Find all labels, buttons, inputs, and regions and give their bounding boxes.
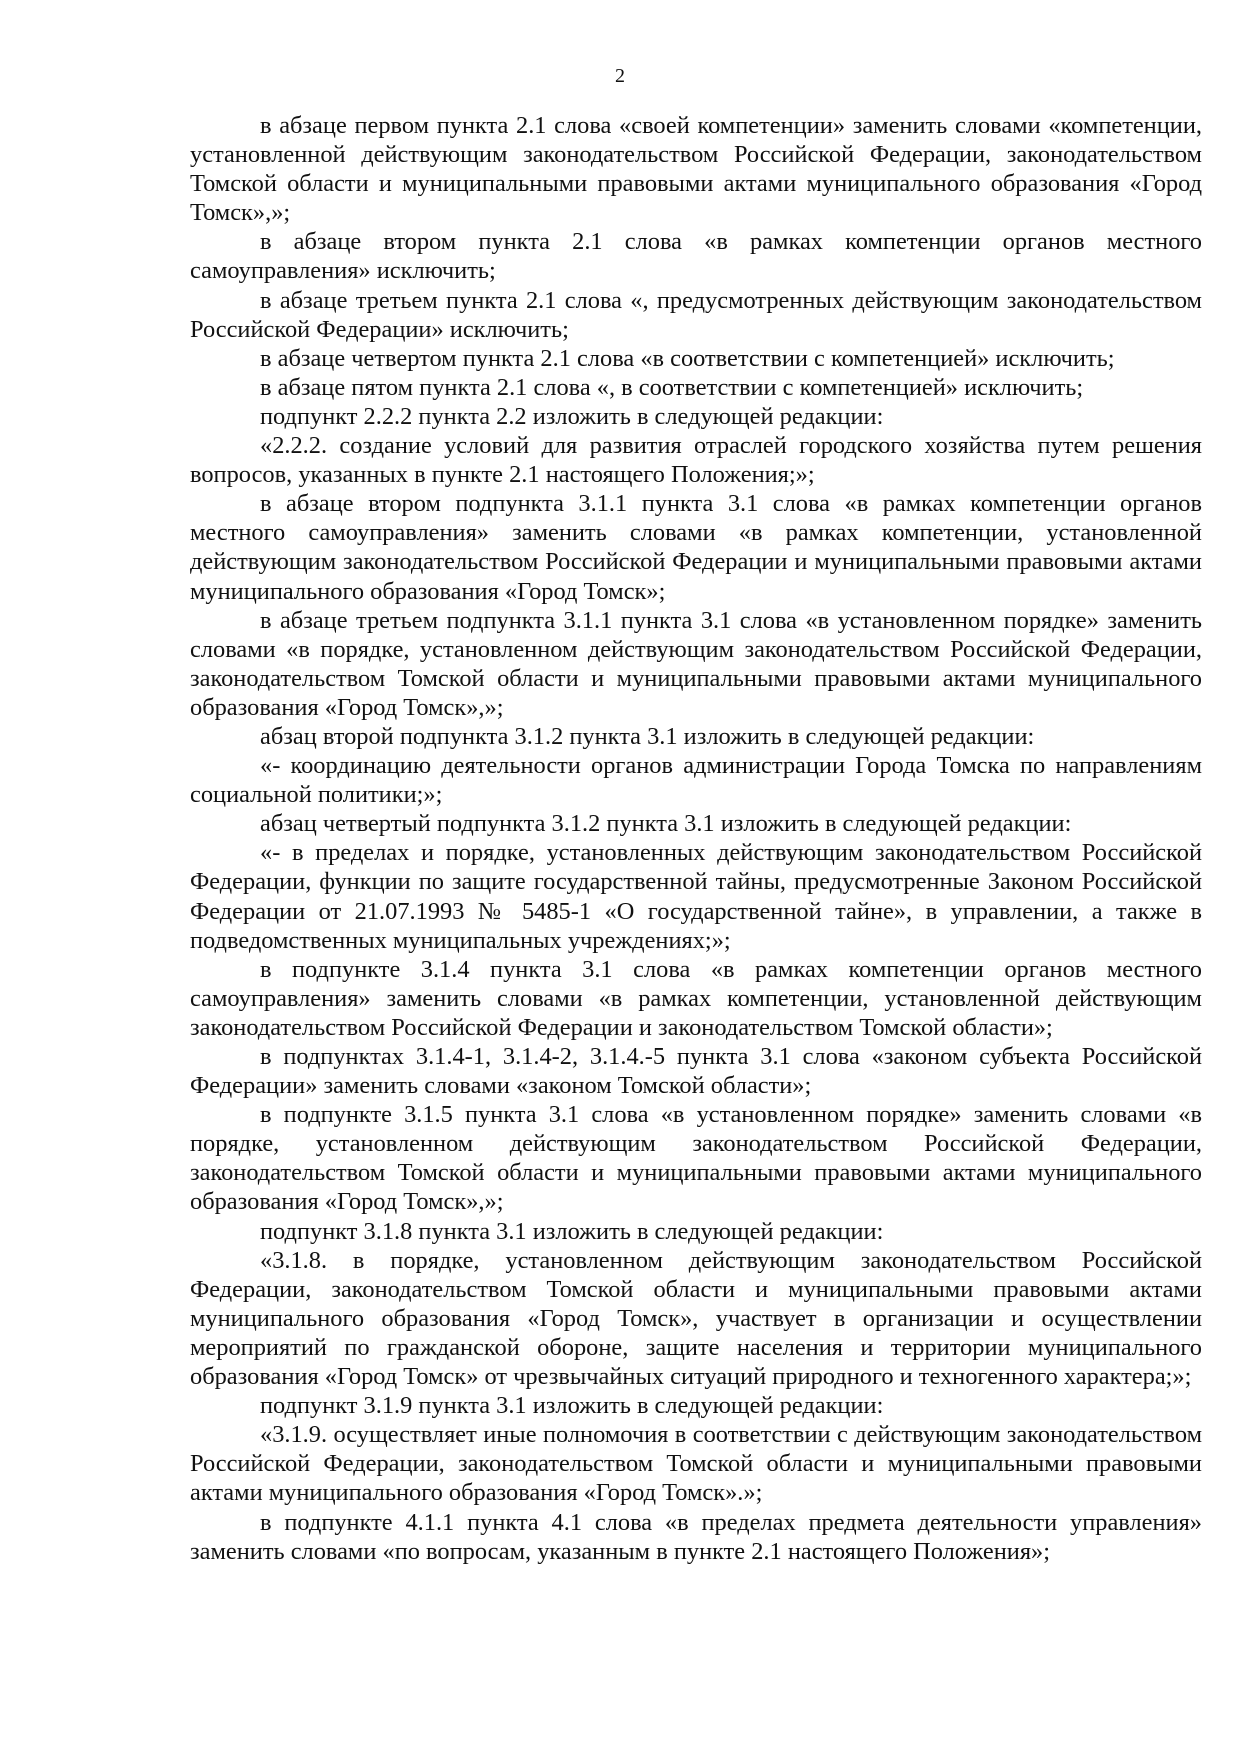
paragraph: в абзаце третьем подпункта 3.1.1 пункта 3.1 слова «в установленном порядке» заменить словами «в порядке, установленном действующим законодательством Российской Федерации, законодательством Томской области и муниципальными правовыми актами муниципального образования «Город Томск»,»; — [190, 606, 1202, 721]
paragraph: абзац второй подпункта 3.1.2 пункта 3.1 изложить в следующей редакции: — [260, 722, 1035, 750]
paragraph: в подпункте 4.1.1 пункта 4.1 слова «в пределах предмета деятельности управления» заменить словами «по вопросам, указанным в пункте 2.1 настоящего Положения»; — [190, 1508, 1202, 1565]
paragraph: в подпункте 3.1.4 пункта 3.1 слова «в рамках компетенции органов местного самоуправления» заменить словами «в рамках компетенции, установленной действующим законодательством Российской Федерации и законодательством Томской области»; — [190, 955, 1202, 1041]
paragraph: «- в пределах и порядке, установленных действующим законодательством Российской Федерации, функции по защите государственной тайны, предусмотренные Законом Российской Федерации от 21.07.1993 № 5485-1 «О государственной тайне», в управлении, а также в подведомственных муниципальных учреждениях;»; — [190, 839, 1202, 954]
paragraph: в абзаце пятом пункта 2.1 слова «, в соответствии с компетенцией» исключить; — [260, 373, 1084, 401]
paragraph: в абзаце четвертом пункта 2.1 слова «в соответствии с компетенцией» исключить; — [260, 344, 1115, 372]
paragraph: «- координацию деятельности органов администрации Города Томска по направлениям социальной политики;»; — [190, 752, 1202, 809]
paragraph: подпункт 2.2.2 пункта 2.2 изложить в следующей редакции: — [260, 402, 884, 430]
paragraph: «3.1.8. в порядке, установленном действующим законодательством Российской Федерации, законодательством Томской области и муниципальными правовыми актами муниципального образования «Город Томск», участвует в организации и осуществлении мероприятий по гражданской обороне, защите населения и территории муниципального образования «Город Томск» от чрезвычайных ситуаций природного и техногенного характера;»; — [190, 1246, 1202, 1391]
paragraph: «2.2.2. создание условий для развития отраслей городского хозяйства путем решения вопросов, указанных в пункте 2.1 настоящего Положения;»; — [190, 432, 1202, 489]
paragraph: подпункт 3.1.8 пункта 3.1 изложить в следующей редакции: — [260, 1217, 884, 1245]
page-number: 2 — [615, 65, 625, 87]
paragraph: в абзаце первом пункта 2.1 слова «своей компетенции» заменить словами «компетенции, установленной действующим законодательством Российской Федерации, законодательством Томской области и муниципальными правовыми актами муниципального образования «Город Томск»,»; — [190, 112, 1202, 227]
paragraph: в подпункте 3.1.5 пункта 3.1 слова «в установленном порядке» заменить словами «в порядке, установленном действующим законодательством Российской Федерации, законодательством Томской области и муниципальными правовыми актами муниципального образования «Город Томск»,»; — [190, 1101, 1202, 1216]
paragraph: в абзаце третьем пункта 2.1 слова «, предусмотренных действующим законодательством Российской Федерации» исключить; — [190, 286, 1202, 343]
document-body — [190, 111, 1202, 1566]
paragraph: в абзаце втором подпункта 3.1.1 пункта 3.1 слова «в рамках компетенции органов местного самоуправления» заменить словами «в рамках компетенции, установленной действующим законодательством Российской Федерации и муниципальными правовыми актами муниципального образования «Город Томск»; — [190, 490, 1202, 605]
paragraph: подпункт 3.1.9 пункта 3.1 изложить в следующей редакции: — [260, 1392, 884, 1420]
paragraph: абзац четвертый подпункта 3.1.2 пункта 3.1 изложить в следующей редакции: — [260, 810, 1072, 838]
paragraph: «3.1.9. осуществляет иные полномочия в соответствии с действующим законодательством Российской Федерации, законодательством Томской области и муниципальными правовыми актами муниципального образования «Город Томск».»; — [190, 1421, 1202, 1507]
paragraph: в подпунктах 3.1.4-1, 3.1.4-2, 3.1.4.-5 пункта 3.1 слова «законом субъекта Российской Федерации» заменить словами «законом Томской области»; — [190, 1043, 1202, 1100]
paragraph: в абзаце втором пункта 2.1 слова «в рамках компетенции органов местного самоуправления» исключить; — [190, 228, 1202, 285]
